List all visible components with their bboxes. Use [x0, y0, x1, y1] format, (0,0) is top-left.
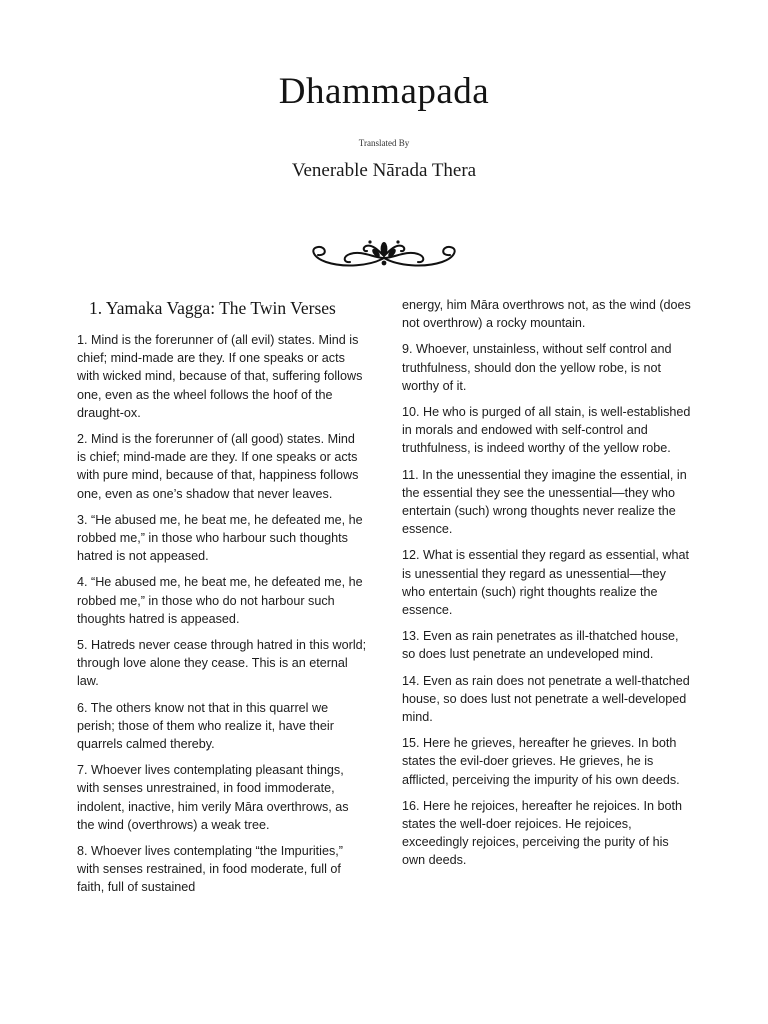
verse-2: 2. Mind is the forerunner of (all good) states. Mind is chief; mind-made are they. If one speaks or acts with pure mind, because of that, happiness follows one, even as one’s shadow that never leaves.	[77, 432, 359, 501]
translated-by-label: Translated By	[358, 138, 410, 148]
verse-15: 15. Here he grieves, hereafter he grieves. In both states the evil-doer grieves. He grieves, he is afflicted, perceiving the impurity of his own deeds.	[402, 736, 680, 787]
right-column	[402, 296, 692, 878]
verse-9: 9. Whoever, unstainless, without self control and truthfulness, should don the yellow robe, is not worthy of it.	[402, 342, 672, 393]
verse-13: 13. Even as rain penetrates as ill-thatched house, so does lust penetrate an undeveloped mind.	[402, 629, 679, 662]
translator-name: Venerable Nārada Thera	[291, 160, 477, 181]
verse-4: 4. “He abused me, he beat me, he defeated me, he robbed me,” in those who do not harbour such thoughts hatred is appeased.	[77, 575, 363, 626]
verse-3: 3. “He abused me, he beat me, he defeated me, he robbed me,” in those who harbour such thoughts hatred is not appeased.	[77, 512, 363, 564]
verse-8-continuation: energy, him Māra overthrows not, as the wind (does not overthrow) a rocky mountain.	[402, 298, 691, 331]
verse-14: 14. Even as rain does not penetrate a well-thatched house, so does lust not penetrate a well-developed mind.	[402, 673, 690, 725]
verse-7: 7. Whoever lives contemplating pleasant things, with senses unrestrained, in food immoderate, indolent, inactive, him verily Māra overthrows, as the wind (overthrows) a weak tree.	[77, 763, 349, 832]
left-column	[77, 296, 367, 905]
verse-11: 11. In the unessential they imagine the essential, in the essential they see the unessential—they who entertain (such) wrong thoughts never realize the essence.	[402, 467, 687, 537]
section-heading: 1. Yamaka Vagga: The Twin Verses	[89, 298, 336, 318]
verse-12: 12. What is essential they regard as essential, what is unessential they regard as unessential—they who entertain (such) right thoughts realize the essence.	[402, 548, 690, 618]
flourish-divider-icon	[304, 236, 464, 274]
verse-10: 10. He who is purged of all stain, is well-established in morals and endowed with self-control and truthfulness, is indeed worthy of the yellow robe.	[402, 405, 691, 456]
verse-8: 8. Whoever lives contemplating “the Impurities,” with senses restrained, in food moderate, full of faith, full of sustained	[77, 844, 343, 895]
verse-16: 16. Here he rejoices, hereafter he rejoices. In both states the well-doer rejoices. He rejoices, exceedingly rejoices, perceiving the purity of his own deeds.	[402, 798, 683, 868]
verse-5: 5. Hatreds never cease through hatred in this world; through love alone they cease. This is an eternal law.	[77, 638, 367, 689]
verse-6: 6. The others know not that in this quarrel we perish; those of them who realize it, have their quarrels calmed thereby.	[77, 700, 334, 752]
document-title: Dhammapada	[278, 71, 490, 112]
verse-1: 1. Mind is the forerunner of (all evil) states. Mind is chief; mind-made are they. If one speaks or acts with wicked mind, because of that, suffering follows one, even as the wheel follows the hoof of the draught-ox.	[77, 333, 363, 420]
